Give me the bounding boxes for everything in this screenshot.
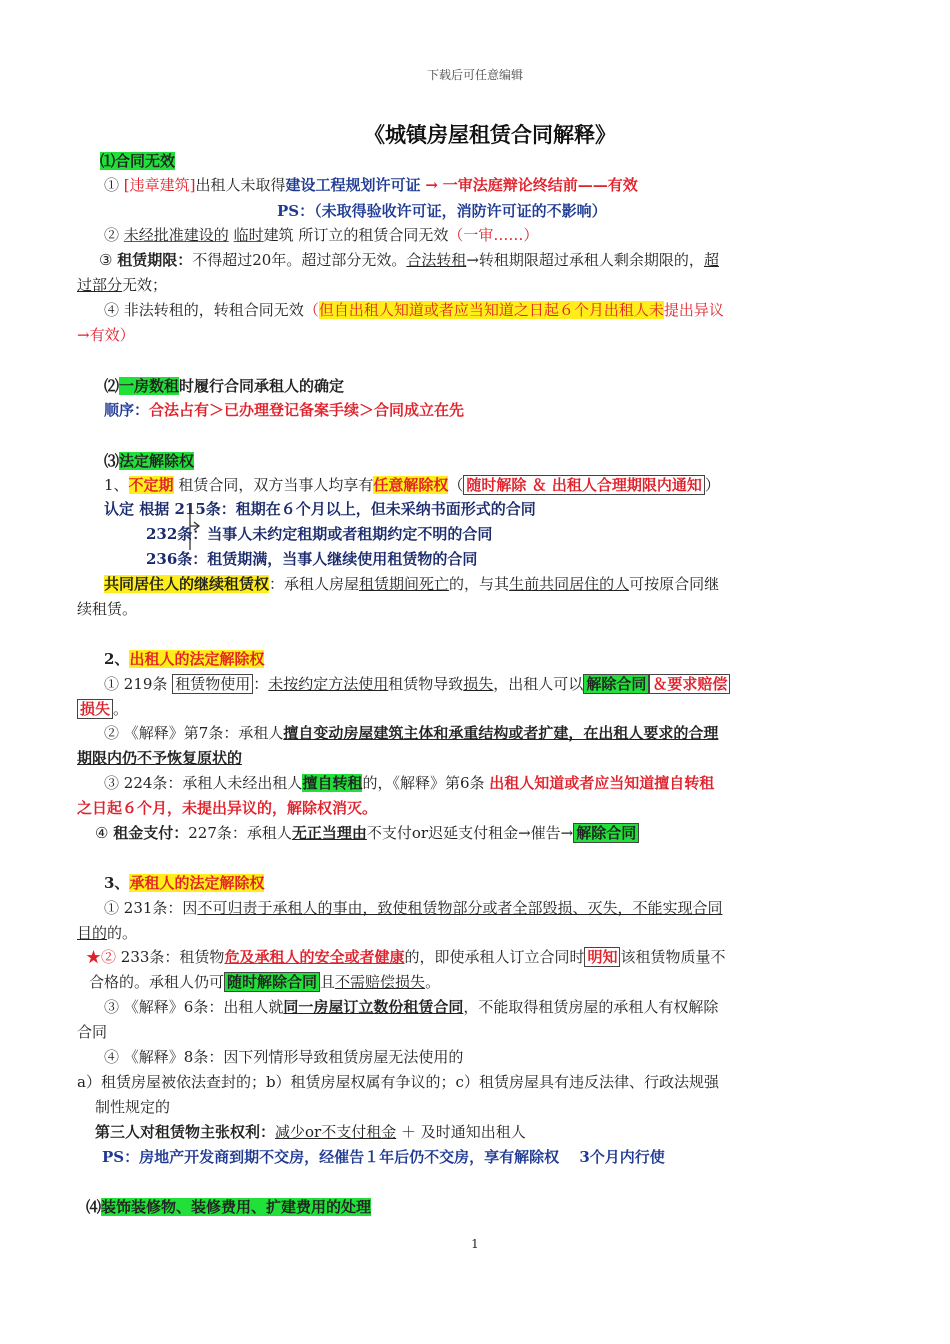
page-number: 1 <box>471 1237 479 1251</box>
s3-lessee-3: ③ 《解释》6条：出租人就同一房屋订立数份租赁合同，不能取得租赁房屋的承租人有权解除 <box>104 998 719 1016</box>
s1-item-4: ④ 非法转租的，转租合同无效（但自出租人知道或者应当知道之日起６个月出租人未提出异议 <box>104 301 724 319</box>
section-2-heading: ⑵一房数租时履行合同承租人的确定 <box>104 377 345 395</box>
s3-cohabitant: 共同居住人的继续租赁权：承租人房屋租赁期间死亡的，与其生前共同居住的人可按原合同继 <box>104 575 720 593</box>
s3-lessor-1: ① 219条 租赁物使用 ：未按约定方法使用租赁物导致损失，出租人可以 解除合同 ＆要求赔偿 <box>104 673 730 695</box>
s3-lessee-4-list: a）租赁房屋被依法查封的；b）租赁房屋权属有争议的；c）租赁房屋具有违反法律、行政法规强 <box>77 1073 719 1091</box>
section-3-heading: ⑶法定解除权 <box>104 452 195 470</box>
s3-rule-232: 232条：当事人未约定租期或者租期约定不明的合同 <box>146 525 493 543</box>
s3-lessor-3-cont: 之日起６个月，未提出异议的，解除权消灭。 <box>77 799 378 817</box>
s3-ps-note: PS：房地产开发商到期不交房，经催告１年后仍不交房，享有解除权 3个月内行使 <box>102 1148 665 1166</box>
s2-order: 顺序：合法占有＞已办理登记备案手续＞合同成立在先 <box>104 401 465 419</box>
s3-lessee-1-cont: 目的的。 <box>77 924 138 942</box>
s3-lessee-1: ① 231条：因不可归责于承租人的事由，致使租赁物部分或者全部毁损、灭失，不能实现合同 <box>104 899 723 917</box>
s1-ps-note: PS：（未取得验收许可证，消防许可证的不影响） <box>277 202 607 220</box>
s3-lessor-4: ④ 租金支付：227条：承租人无正当理由不支付or迟延支付租金→催告→ 解除合同 <box>95 822 639 844</box>
s3-point-1: 1、不定期 租赁合同，双方当事人均享有任意解除权（ 随时解除 ＆ 出租人合理期限内通知 ） <box>104 476 720 494</box>
s3-point-2: 2、出租人的法定解除权 <box>104 650 265 668</box>
s3-rule-215: 认定 根据 215条：租期在６个月以上，但未采纳书面形式的合同 <box>104 500 536 518</box>
s3-lessor-1-cont: 损失 。 <box>77 698 128 720</box>
s1-item-4-cont: →有效） <box>77 326 135 344</box>
s3-rule-236: 236条：租赁期满，当事人继续使用租赁物的合同 <box>146 550 478 568</box>
s3-lessee-4-list-cont: 制性规定的 <box>95 1098 171 1116</box>
page-header: 下载后可任意编辑 <box>426 68 523 82</box>
s3-lessor-3: ③ 224条：承租人未经出租人擅自转租的，《解释》第6条 出租人知道或者应当知道擅自转租 <box>104 774 715 792</box>
section-1-heading: ⑴合同无效 <box>100 152 176 170</box>
s3-cohabitant-cont: 续租赁。 <box>77 600 138 618</box>
s3-lessee-2-cont: 合格的。承租人仍可 随时解除合同 且不需赔偿损失。 <box>89 973 441 991</box>
s3-lessor-2: ② 《解释》第7条：承租人擅自变动房屋建筑主体和承重结构或者扩建，在出租人要求的合理 <box>104 724 719 742</box>
s1-item-3: ③ 租赁期限：不得超过20年。超过部分无效。合法转租→转租期限超过承租人剩余期限的，超 <box>99 251 719 269</box>
star-icon: ★② <box>86 948 117 966</box>
s3-lessee-2: ★② 233条：租赁物危及承租人的安全或者健康的，即使承租人订立合同时 明知 该租赁物质量不 <box>86 948 726 966</box>
s3-lessor-2-cont: 期限内仍不予恢复原状的 <box>77 749 243 767</box>
section-4-heading: ⑷装饰装修物、装修费用、扩建费用的处理 <box>86 1198 372 1216</box>
s1-item-3-cont: 过部分无效； <box>77 276 168 294</box>
s3-point-3: 3、承租人的法定解除权 <box>104 874 265 892</box>
s1-item-1: ① [违章建筑]出租人未取得建设工程规划许可证 → 一审法庭辩论终结前——有效 <box>104 176 638 194</box>
s3-lessee-4: ④ 《解释》8条：因下列情形导致租赁房屋无法使用的 <box>104 1048 464 1066</box>
s3-lessee-3-cont: 合同 <box>77 1023 108 1041</box>
s3-third-party: 第三人对租赁物主张权利：减少or不支付租金 ＋ 及时通知出租人 <box>95 1123 526 1141</box>
document-title: 《城镇房屋租赁合同解释》 <box>364 122 616 147</box>
s1-item-2: ② 未经批准建设的 临时建筑 所订立的租赁合同无效（一审……） <box>104 226 539 244</box>
